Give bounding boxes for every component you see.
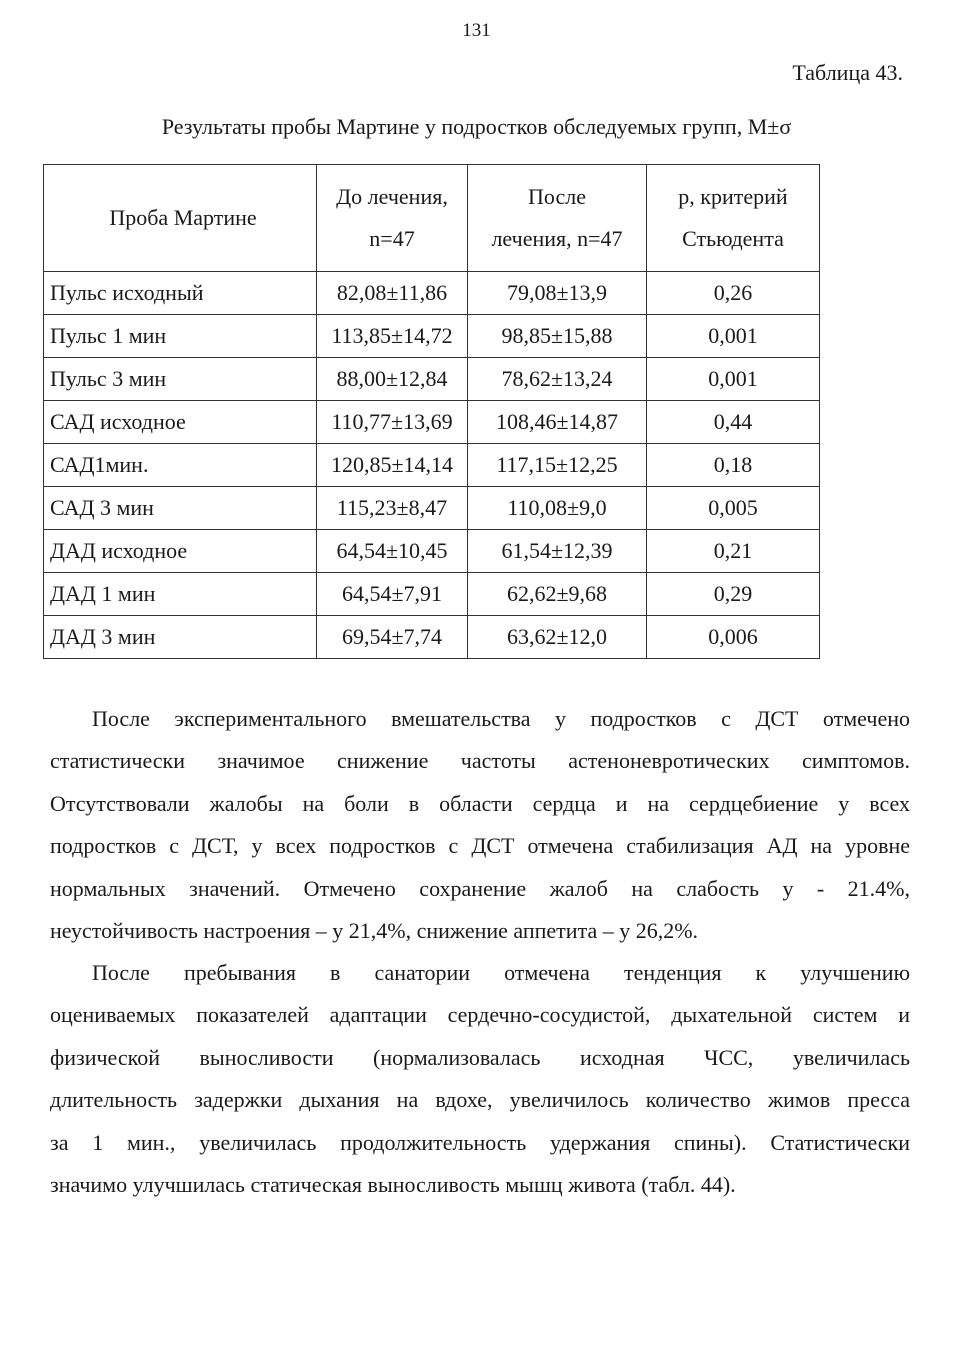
- table-row: [44, 401, 820, 444]
- cell-after: 61,54±12,39: [468, 530, 647, 573]
- header-p: [647, 165, 820, 272]
- paragraph-line: значимо улучшилась статическая выносливость мышц живота (табл. 44).: [50, 1172, 736, 1198]
- header-after: [468, 165, 647, 272]
- cell-test: САД исходное: [44, 401, 317, 444]
- paragraph-line: за 1 мин., увеличилась продолжительность удержания спины). Статистически: [50, 1129, 910, 1155]
- cell-before: 64,54±7,91: [317, 573, 468, 616]
- cell-after: 79,08±13,9: [468, 272, 647, 315]
- cell-before: 69,54±7,74: [317, 616, 468, 659]
- table-row: [44, 358, 820, 401]
- cell-before: 115,23±8,47: [317, 487, 468, 530]
- cell-p: 0,005: [647, 487, 820, 530]
- cell-after: 63,62±12,0: [468, 616, 647, 659]
- header-before-line1: До лечения,: [336, 184, 448, 209]
- cell-test: ДАД исходное: [44, 530, 317, 573]
- paragraph-line: После экспериментального вмешательства у подростков с ДСТ отмечено: [92, 706, 910, 731]
- cell-before: 88,00±12,84: [317, 358, 468, 401]
- header-p-line1: p, критерий: [678, 184, 788, 209]
- header-after-line1: После: [528, 184, 586, 209]
- table-row: [44, 272, 820, 315]
- cell-p: 0,26: [647, 272, 820, 315]
- cell-p: 0,006: [647, 616, 820, 659]
- cell-before: 113,85±14,72: [317, 315, 468, 358]
- table-row: [44, 444, 820, 487]
- table-row: [44, 487, 820, 530]
- paragraph-line: длительность задержки дыхания на вдохе, увеличилось количество жимов пресса: [50, 1087, 910, 1113]
- paragraph-line: подростков с ДСТ, у всех подростков с ДСТ отмечена стабилизация АД на уровне: [50, 833, 910, 859]
- table-row: [44, 315, 820, 358]
- cell-p: 0,18: [647, 444, 820, 487]
- table-row: [44, 616, 820, 659]
- paragraph-2: [50, 952, 910, 1206]
- cell-test: САД 3 мин: [44, 487, 317, 530]
- cell-p: 0,29: [647, 573, 820, 616]
- cell-test: САД1мин.: [44, 444, 317, 487]
- paragraph-line: После пребывания в санатории отмечена тенденция к улучшению: [92, 960, 910, 985]
- cell-after: 98,85±15,88: [468, 315, 647, 358]
- cell-before: 64,54±10,45: [317, 530, 468, 573]
- paragraph-line: статистически значимое снижение частоты астеноневротических симптомов.: [50, 748, 910, 774]
- paragraph-1: [50, 698, 910, 952]
- cell-after: 62,62±9,68: [468, 573, 647, 616]
- cell-test: Пульс 1 мин: [44, 315, 317, 358]
- cell-after: 78,62±13,24: [468, 358, 647, 401]
- header-p-line2: Стьюдента: [682, 226, 784, 251]
- cell-before: 120,85±14,14: [317, 444, 468, 487]
- paragraph-line: нормальных значений. Отмечено сохранение жалоб на слабость у - 21.4%,: [50, 875, 910, 901]
- cell-test: ДАД 3 мин: [44, 616, 317, 659]
- cell-before: 110,77±13,69: [317, 401, 468, 444]
- paragraph-line: Отсутствовали жалобы на боли в области сердца и на сердцебиение у всех: [50, 790, 910, 816]
- paragraph-line: оцениваемых показателей адаптации сердечно-сосудистой, дыхательной систем и: [50, 1002, 910, 1028]
- table-label: Таблица 43.: [792, 60, 903, 85]
- table-row: [44, 573, 820, 616]
- cell-p: 0,44: [647, 401, 820, 444]
- table-title: Результаты пробы Мартине у подростков обследуемых групп, M±σ: [161, 114, 792, 139]
- page-number: 131: [462, 20, 491, 41]
- cell-after: 108,46±14,87: [468, 401, 647, 444]
- header-test: [44, 165, 317, 272]
- cell-after: 117,15±12,25: [468, 444, 647, 487]
- results-table: [43, 164, 820, 659]
- header-before: [317, 165, 468, 272]
- cell-p: 0,001: [647, 315, 820, 358]
- paragraph-line: неустойчивость настроения – у 21,4%, снижение аппетита – у 26,2%.: [50, 918, 699, 944]
- cell-test: Пульс 3 мин: [44, 358, 317, 401]
- table-row: [44, 530, 820, 573]
- paragraph-line: физической выносливости (нормализовалась исходная ЧСС, увеличилась: [50, 1044, 910, 1070]
- cell-p: 0,001: [647, 358, 820, 401]
- header-before-line2: n=47: [369, 226, 415, 251]
- cell-after: 110,08±9,0: [468, 487, 647, 530]
- header-test-label: Проба Мартине: [109, 205, 257, 230]
- cell-p: 0,21: [647, 530, 820, 573]
- cell-before: 82,08±11,86: [317, 272, 468, 315]
- cell-test: ДАД 1 мин: [44, 573, 317, 616]
- cell-test: Пульс исходный: [44, 272, 317, 315]
- header-after-line2: лечения, n=47: [491, 226, 623, 251]
- table-header-row: [44, 165, 820, 272]
